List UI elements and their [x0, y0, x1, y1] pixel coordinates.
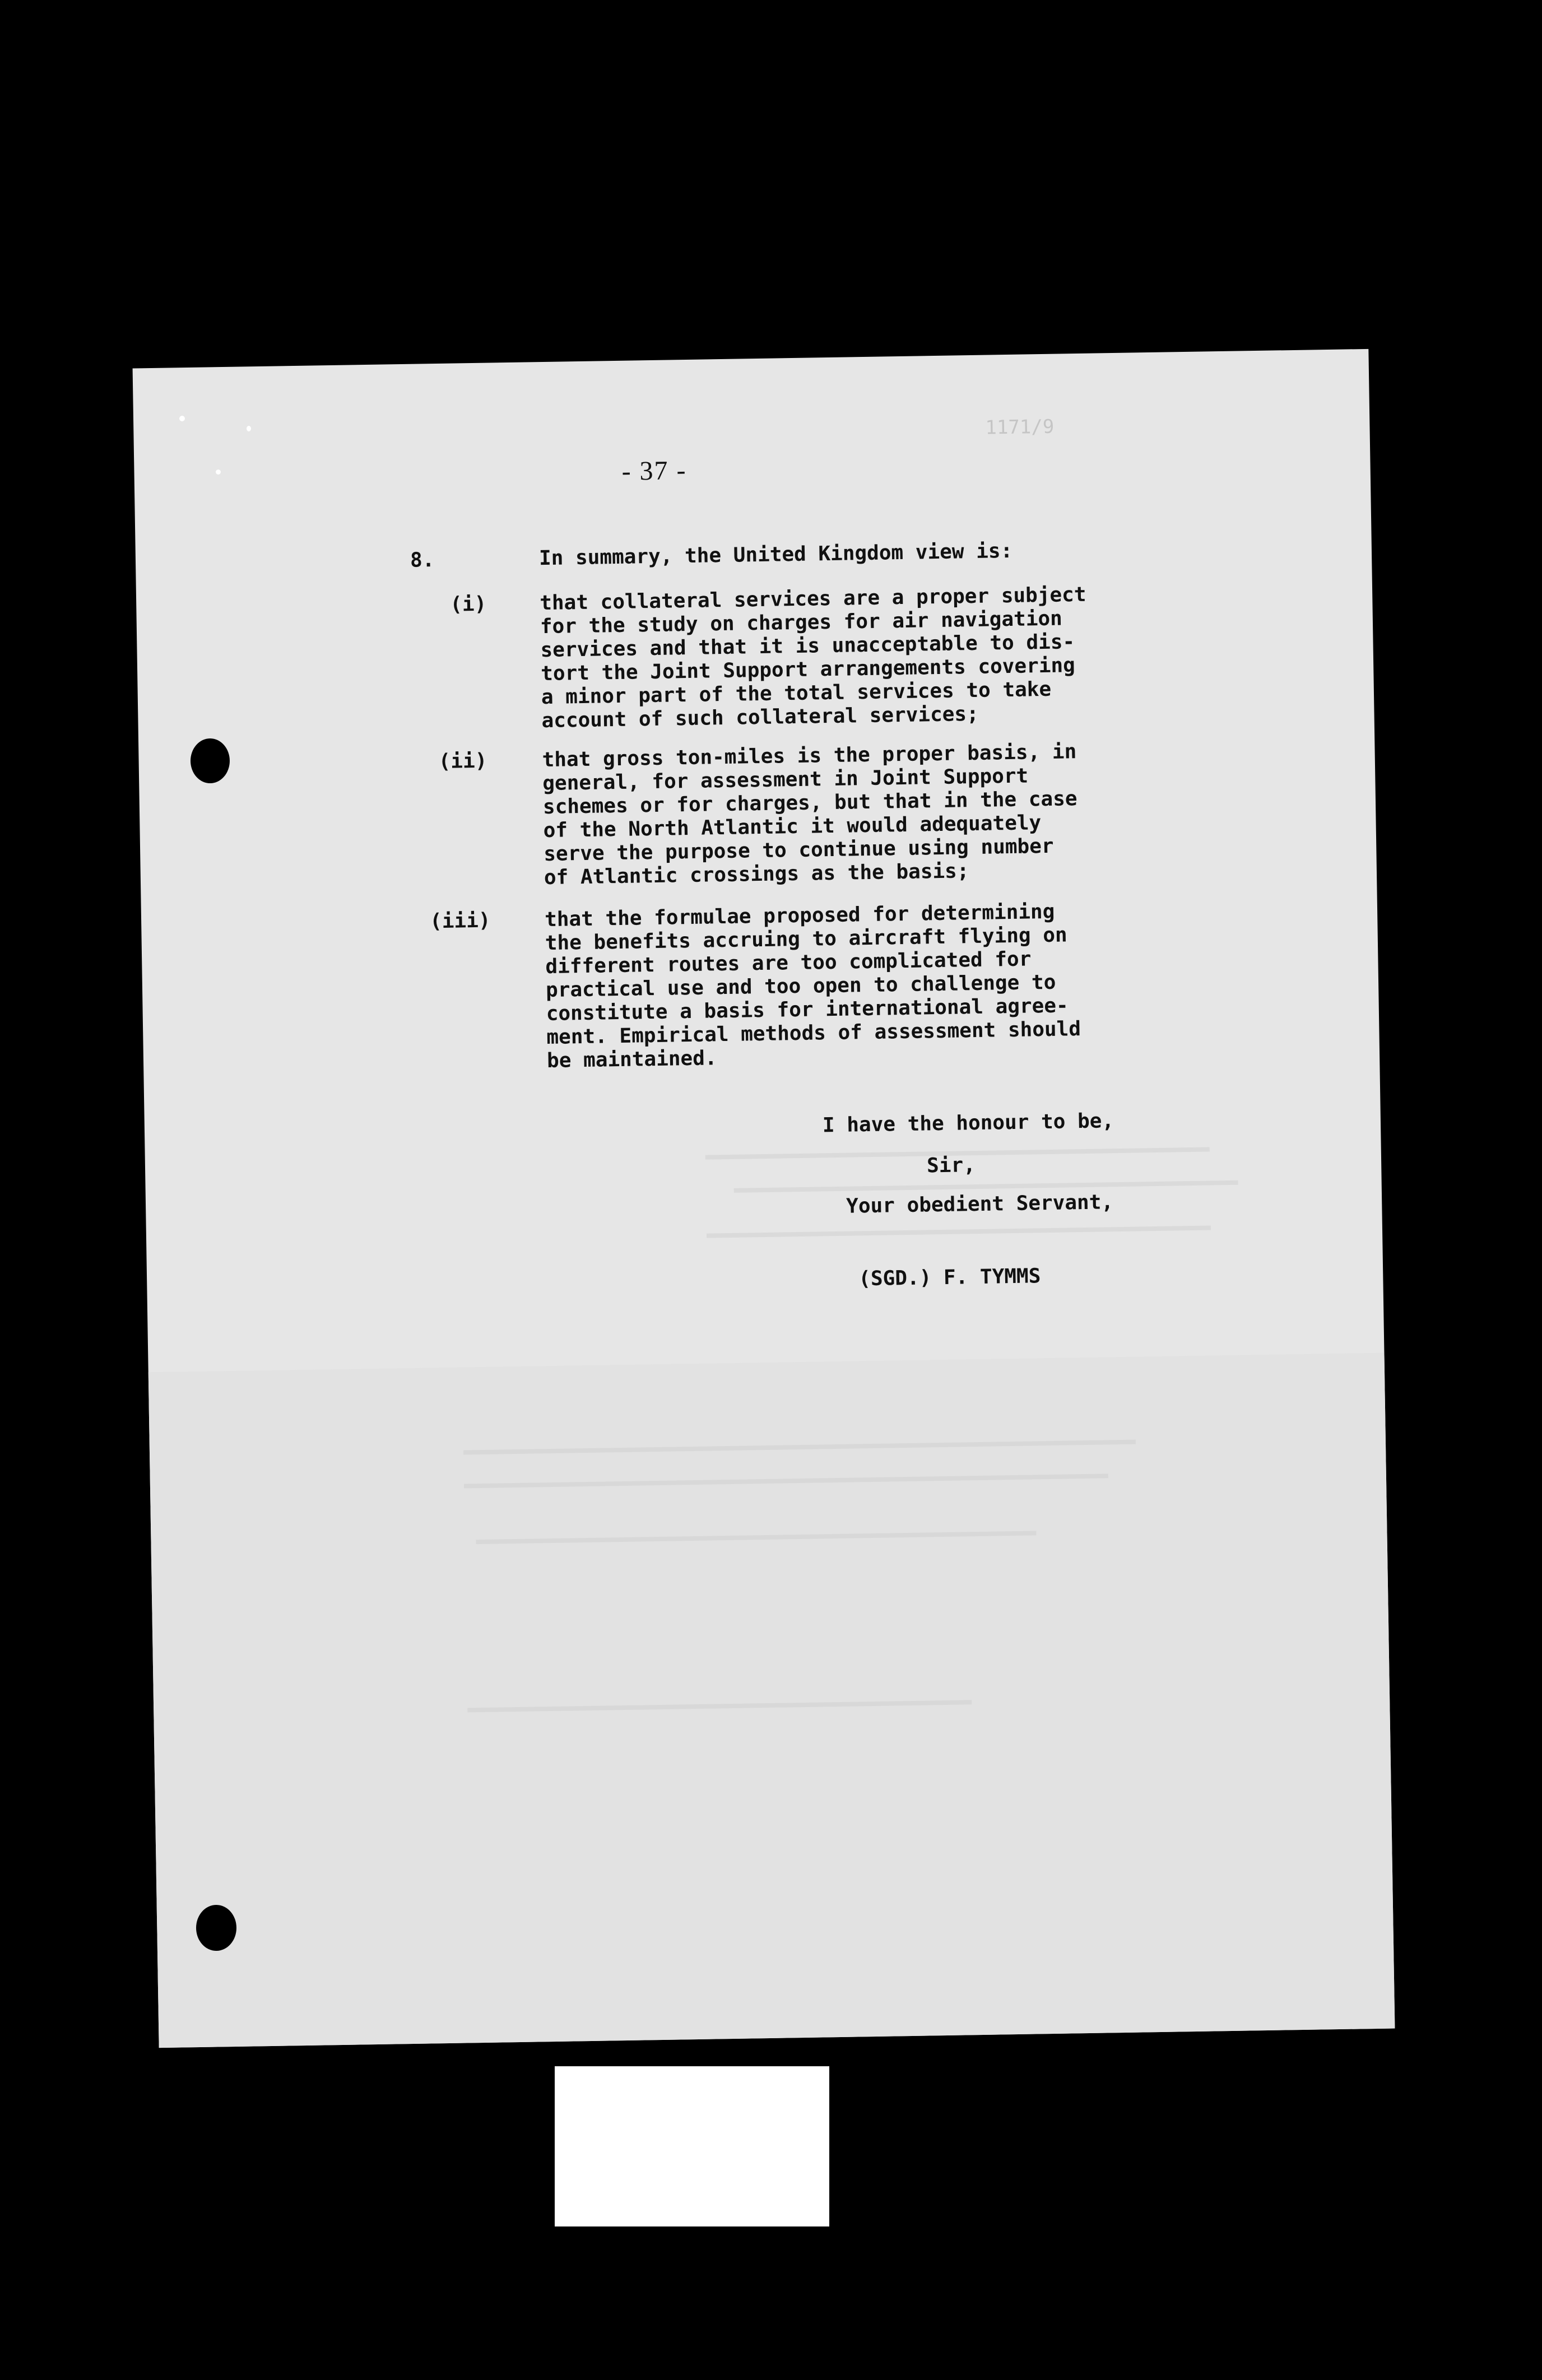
speck	[216, 470, 221, 475]
page-lower-fold	[148, 1353, 1395, 2048]
paragraph-intro: In summary, the United Kingdom view is:	[538, 539, 1013, 570]
archive-stamp: 1171/9	[985, 415, 1055, 439]
page-number: - 37 -	[621, 455, 687, 486]
item-text-ii: that gross ton-miles is the proper basis, in general, for assessment in Joint Support schemes or for charges, but that in the case of the North Atlantic it would adequately serve the purpose to continue using number of Atlantic crossings as the basis;	[542, 740, 1077, 890]
closing-line-3: Your obedient Servant,	[846, 1191, 1114, 1218]
bleed-through-line	[707, 1225, 1211, 1238]
closing-line-1: I have the honour to be,	[822, 1109, 1114, 1137]
closing-salutation: Sir,	[926, 1154, 976, 1178]
punch-hole	[196, 1905, 236, 1951]
item-text-iii: that the formulae proposed for determining the benefits accruing to aircraft flying on different routes are too complicated for practical use and too open to challenge to constitute a basis for international agree- ment. Empirical methods of assessment should be maintained.	[544, 900, 1081, 1073]
punch-hole	[191, 738, 230, 783]
item-label-i: (i)	[449, 592, 487, 616]
paragraph-number: 8.	[410, 548, 435, 572]
signature: (SGD.) F. TYMMS	[858, 1265, 1041, 1291]
document-page	[133, 349, 1395, 2048]
item-text-i: that collateral services are a proper subject for the study on charges for air navigation services and that it is unacceptable to dis- tort the Joint Support arrangements covering a minor part of the total services to take account of such collateral services;	[539, 583, 1086, 733]
bleed-through-line	[734, 1180, 1238, 1193]
archive-label-card	[555, 2066, 829, 2226]
speck	[247, 426, 251, 431]
item-label-ii: (ii)	[438, 749, 487, 774]
item-label-iii: (iii)	[429, 909, 491, 933]
speck	[179, 416, 185, 421]
